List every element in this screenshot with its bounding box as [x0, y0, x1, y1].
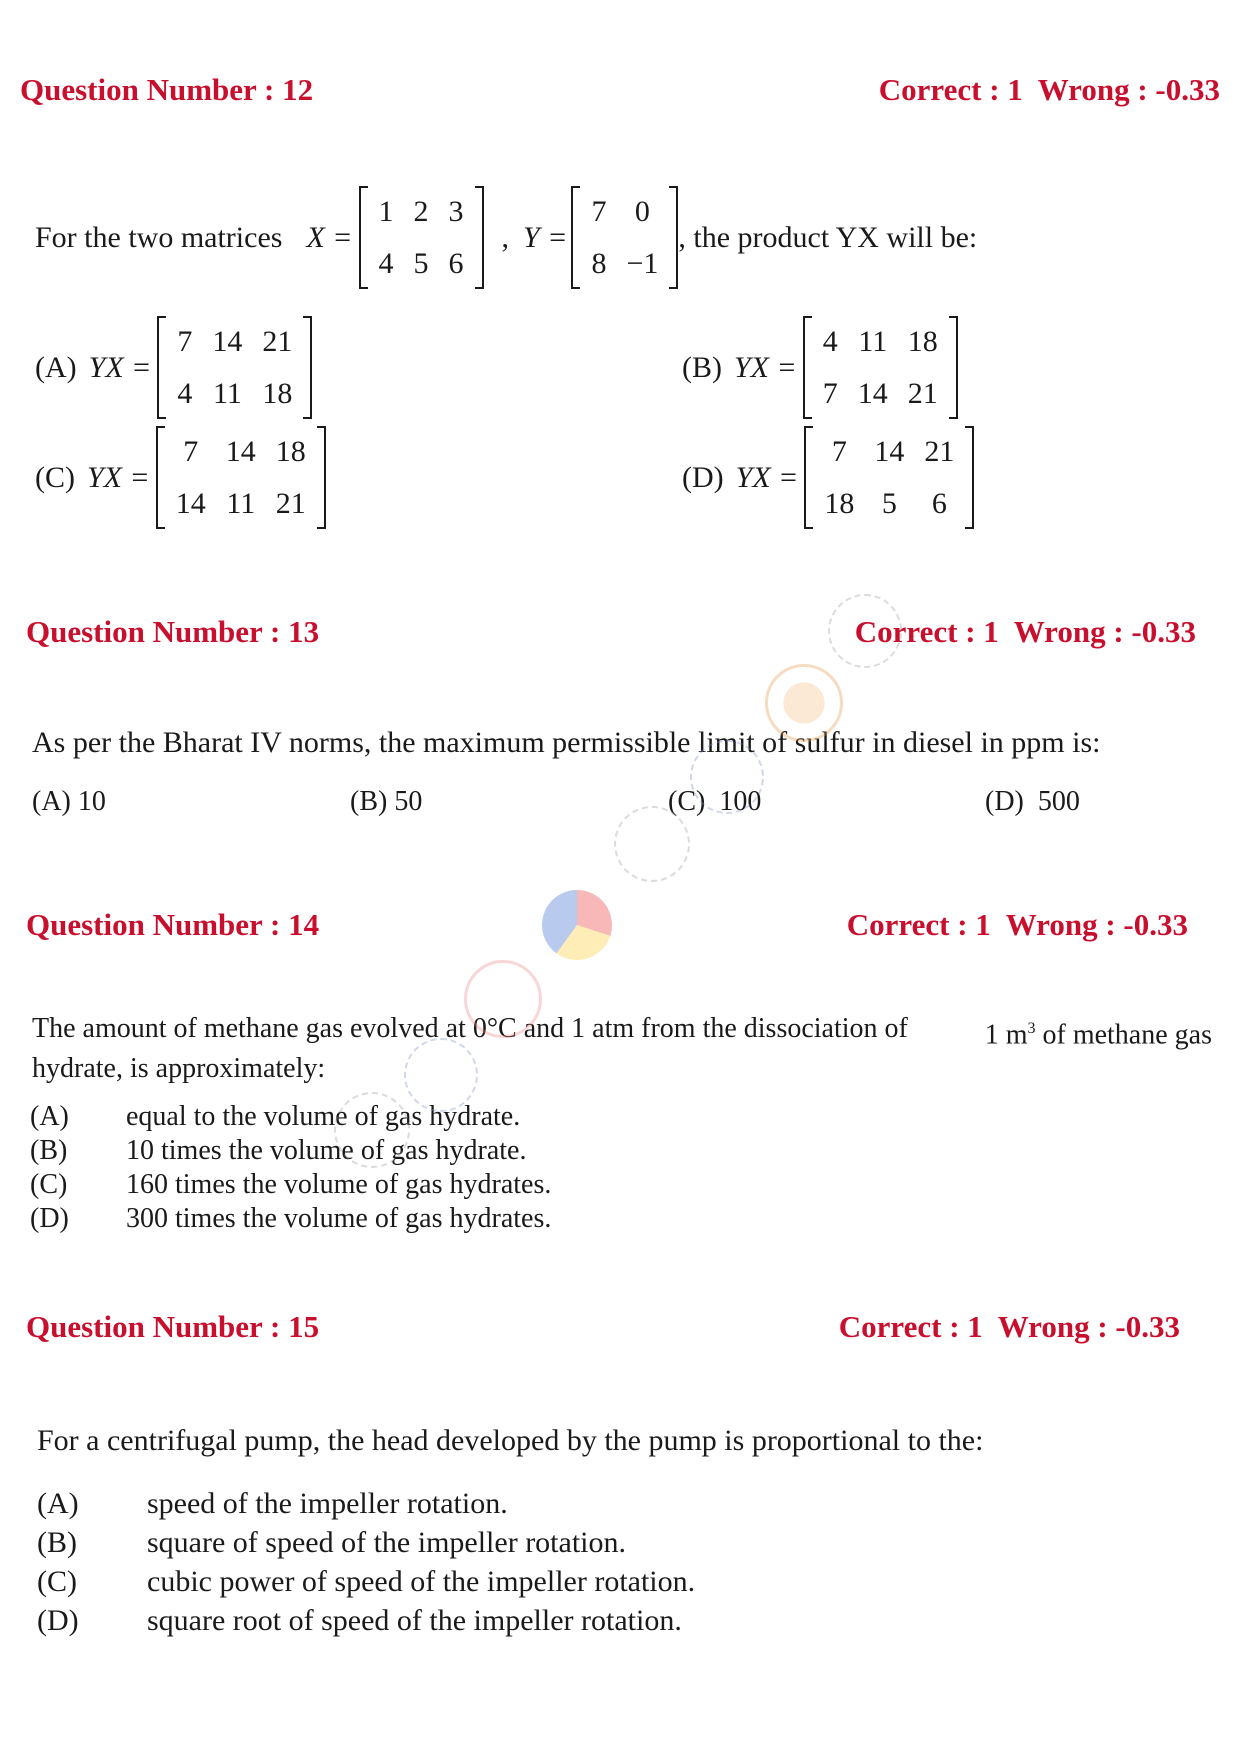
watermark-seal-icon: [614, 806, 690, 882]
matrix-cell: 11: [858, 325, 888, 358]
matrix-cell: 7: [822, 376, 838, 410]
option-lhs: YX =: [734, 350, 797, 384]
option-a[interactable]: (A) 10: [32, 786, 106, 817]
stem-prefix: For the two matrices: [35, 220, 283, 254]
matrix-cell: 7: [591, 195, 607, 228]
question-15-stem: For a centrifugal pump, the head developed by the pump is proportional to the:: [37, 1424, 984, 1457]
option-lhs: YX =: [88, 350, 152, 384]
matrix-cell: 5: [881, 486, 897, 520]
option-lhs: YX =: [87, 460, 150, 494]
option-label: (D): [682, 460, 724, 494]
option-b[interactable]: (B) 50: [350, 786, 423, 817]
watermark-seal-icon: [828, 594, 902, 668]
question-number: Question Number : 12: [20, 72, 314, 107]
matrix-cell: 7: [183, 435, 199, 468]
matrix-x: [359, 186, 484, 289]
question-number: Question Number : 15: [26, 1309, 320, 1344]
matrix-cell: 18: [262, 376, 293, 410]
question-13-header: [26, 610, 1196, 654]
option-a[interactable]: (A) equal to the volume of gas hydrate.: [30, 1101, 521, 1132]
matrix-cell: 14: [225, 435, 256, 468]
marks-label: Correct : 1 Wrong : -0.33: [854, 614, 1196, 649]
watermark-seal-icon: [765, 664, 843, 742]
watermark-gear-icon: [404, 1038, 478, 1112]
matrix-cell: 11: [226, 486, 256, 520]
option-d[interactable]: (D) 500: [985, 786, 1080, 817]
option-b[interactable]: (B) square of speed of the impeller rotation.: [37, 1526, 627, 1559]
matrix-cell: 14: [175, 486, 206, 520]
matrix-cell: 21: [275, 486, 306, 520]
option-c-matrix: [156, 426, 326, 529]
matrix-cell: 3: [448, 195, 464, 228]
option-d[interactable]: (D) square root of speed of the impeller rotation.: [37, 1604, 682, 1637]
matrix-cell: 0: [634, 195, 650, 228]
matrix-cell: 21: [924, 435, 955, 468]
matrix-cell: 6: [931, 486, 947, 520]
question-number: Question Number : 13: [26, 614, 320, 649]
option-a-matrix: [157, 316, 312, 419]
matrix-cell: 8: [591, 246, 607, 280]
watermark-seal-icon: [464, 960, 542, 1038]
matrix-y-label: Y =: [523, 220, 568, 254]
matrix-cell: 4: [378, 246, 394, 280]
matrix-cell: 18: [824, 486, 855, 520]
option-b-matrix: [803, 316, 958, 419]
option-b[interactable]: (B) 10 times the volume of gas hydrate.: [30, 1135, 527, 1166]
matrix-cell: 2: [413, 195, 429, 228]
watermark-logo-icon: [542, 890, 612, 960]
question-12-stem: For the two matrices X = 1 2 3 4 5 6 , Y = 7 0 8 −1 , the product YX will be:: [35, 186, 977, 289]
matrix-cell: 14: [857, 376, 888, 410]
matrix-cell: 5: [413, 246, 429, 280]
matrix-cell: 18: [275, 435, 306, 468]
matrix-cell: 11: [212, 376, 242, 410]
question-13-stem: As per the Bharat IV norms, the maximum permissible limit of sulfur in diesel in ppm is:: [32, 726, 1101, 759]
option-a[interactable]: (A) speed of the impeller rotation.: [37, 1487, 508, 1520]
option-c[interactable]: (C) 100: [668, 786, 762, 817]
matrix-cell: 14: [874, 435, 905, 468]
option-c[interactable]: [35, 426, 326, 529]
matrix-cell: 21: [262, 325, 293, 358]
matrix-cell: 14: [212, 325, 243, 358]
matrix-cell: 6: [448, 246, 464, 280]
matrix-cell: 21: [907, 376, 938, 410]
matrix-y: [571, 186, 678, 289]
option-d[interactable]: (D) 300 times the volume of gas hydrates.: [30, 1203, 552, 1234]
option-b[interactable]: [682, 316, 958, 419]
option-d[interactable]: [682, 426, 974, 529]
stem-suffix: , the product YX will be:: [678, 220, 978, 254]
option-lhs: YX =: [735, 460, 799, 494]
option-label: (B): [682, 350, 722, 384]
marks-label: Correct : 1 Wrong : -0.33: [838, 1309, 1180, 1344]
option-a[interactable]: [35, 316, 312, 419]
matrix-cell: −1: [626, 246, 659, 280]
option-c[interactable]: (C) cubic power of speed of the impeller rotation.: [37, 1565, 696, 1598]
matrix-cell: 18: [907, 325, 938, 358]
watermark-gear-icon: [690, 740, 764, 814]
matrix-x-label: X =: [306, 220, 353, 254]
matrix-cell: 4: [822, 325, 838, 358]
question-15-header: [26, 1305, 1180, 1349]
option-c[interactable]: (C) 160 times the volume of gas hydrates.: [30, 1169, 552, 1200]
matrix-cell: 4: [177, 376, 193, 410]
marks-label: Correct : 1 Wrong : -0.33: [846, 907, 1188, 942]
option-label: (A): [35, 350, 77, 384]
matrix-cell: 7: [177, 325, 193, 358]
question-14-options: [30, 1100, 551, 1236]
option-label: (C): [35, 460, 75, 494]
question-15-options: [37, 1484, 695, 1640]
option-d-matrix: [804, 426, 974, 529]
question-14-stem: The amount of methane gas evolved at 0°C and 1 atm from the dissociation of 1 $m^3$ of methane gas hydrate, is approximately:: [32, 1013, 1212, 1085]
question-12-header: [20, 68, 1220, 112]
watermark-seal-icon: [334, 1092, 410, 1168]
matrix-cell: 7: [831, 435, 847, 468]
marks-label: Correct : 1 Wrong : -0.33: [878, 72, 1220, 107]
matrix-cell: 1: [378, 195, 394, 228]
question-number: Question Number : 14: [26, 907, 320, 942]
